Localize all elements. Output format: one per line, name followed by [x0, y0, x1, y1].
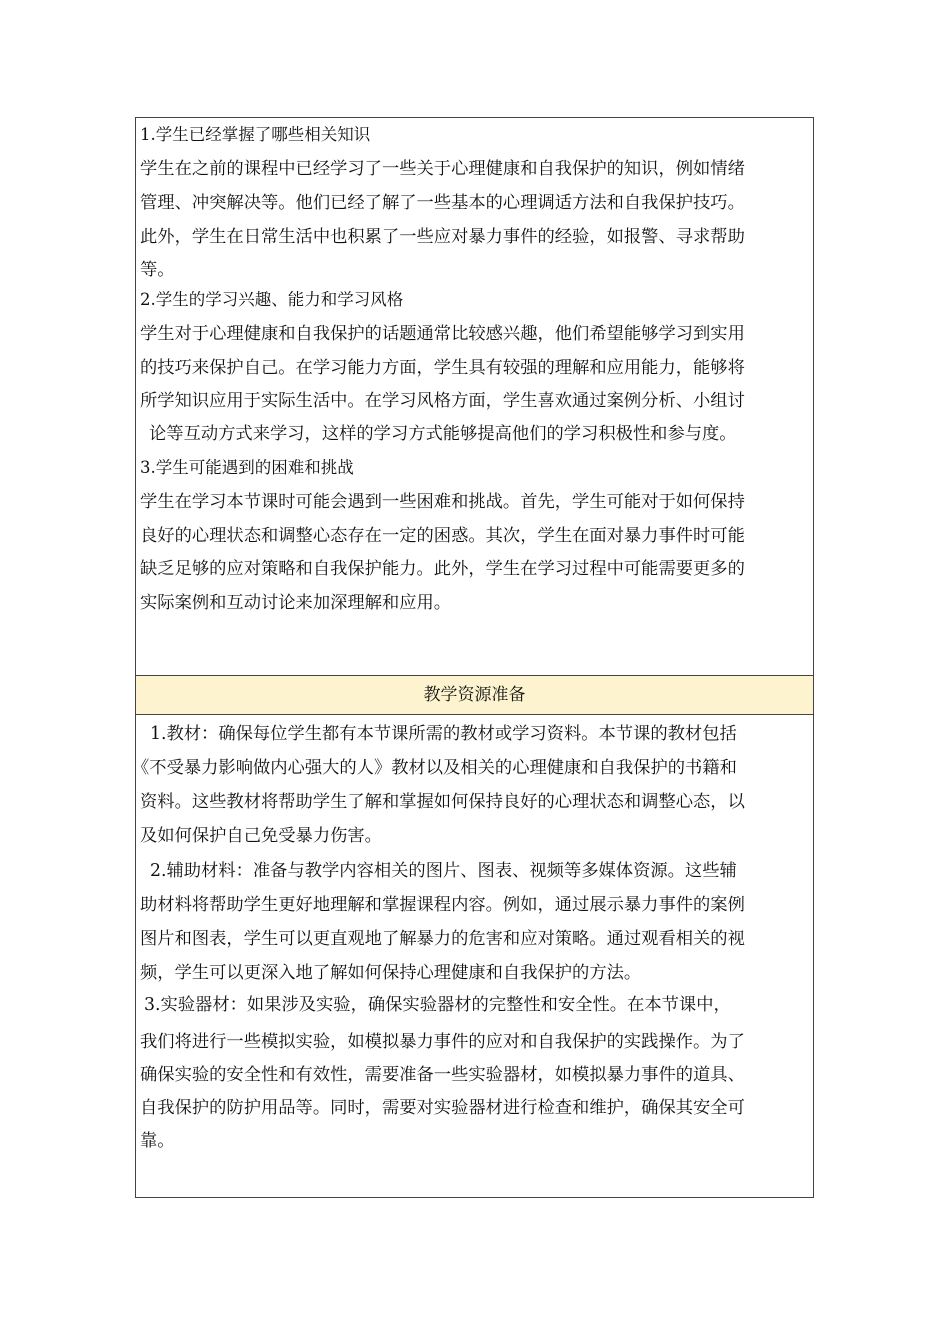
- heading-prior-knowledge: 1.学生已经掌握了哪些相关知识: [140, 125, 371, 144]
- paragraph-line: 管理、冲突解决等。他们已经了解了一些基本的心理调适方法和自我保护技巧。: [140, 193, 745, 213]
- heading-difficulties: 3.学生可能遇到的困难和挑战: [140, 458, 354, 477]
- heading-learning-style: 2.学生的学习兴趣、能力和学习风格: [140, 290, 404, 309]
- paragraph-line: 频，学生可以更深入地了解如何保持心理健康和自我保护的方法。: [140, 963, 642, 983]
- paragraph-line: 3.实验器材：如果涉及实验，确保实验器材的完整性和安全性。在本节课中，: [144, 995, 731, 1015]
- paragraph-line: 资料。这些教材将帮助学生了解和掌握如何保持良好的心理状态和调整心态，以: [140, 792, 745, 812]
- paragraph-line: 确保实验的安全性和有效性，需要准备一些实验器材，如模拟暴力事件的道具、: [140, 1065, 745, 1085]
- paragraph-line: 助材料将帮助学生更好地理解和掌握课程内容。例如，通过展示暴力事件的案例: [140, 895, 745, 915]
- resources-cell: [132, 715, 813, 1199]
- paragraph-line: 此外，学生在日常生活中也积累了一些应对暴力事件的经验，如报警、寻求帮助: [140, 227, 745, 247]
- paragraph-line: 论等互动方式来学习，这样的学习方式能够提高他们的学习积极性和参与度。: [149, 424, 737, 444]
- paragraph-line: 靠。: [140, 1131, 175, 1151]
- paragraph-line: 及如何保护自己免受暴力伤害。: [140, 826, 382, 846]
- paragraph-line: 的技巧来保护自己。在学习能力方面，学生具有较强的理解和应用能力，能够将: [140, 358, 745, 378]
- paragraph-line: 我们将进行一些模拟实验，如模拟暴力事件的应对和自我保护的实践操作。为了: [140, 1032, 745, 1052]
- paragraph-line: 2.辅助材料：准备与教学内容相关的图片、图表、视频等多媒体资源。这些辅: [150, 861, 737, 881]
- paragraph-line: 良好的心理状态和调整心态存在一定的困惑。其次，学生在面对暴力事件时可能: [140, 526, 745, 546]
- student-analysis-cell: [136, 118, 813, 676]
- paragraph-line: 1.教材：确保每位学生都有本节课所需的教材或学习资料。本节课的教材包括: [150, 724, 737, 744]
- paragraph-line: 自我保护的防护用品等。同时，需要对实验器材进行检查和维护，确保其安全可: [140, 1098, 745, 1118]
- paragraph-line: 学生在学习本节课时可能会遇到一些困难和挑战。首先，学生可能对于如何保持: [140, 492, 745, 512]
- paragraph-line: 《不受暴力影响做内心强大的人》教材以及相关的心理健康和自我保护的书籍和: [132, 758, 737, 778]
- section-title-resources: 教学资源准备: [136, 676, 813, 715]
- paragraph-line: 学生对于心理健康和自我保护的话题通常比较感兴趣，他们希望能够学习到实用: [140, 324, 745, 344]
- paragraph-line: 所学知识应用于实际生活中。在学习风格方面，学生喜欢通过案例分析、小组讨: [140, 391, 745, 411]
- paragraph-line: 等。: [140, 260, 175, 280]
- paragraph-line: 实际案例和互动讨论来加深理解和应用。: [140, 593, 452, 613]
- paragraph-line: 缺乏足够的应对策略和自我保护能力。此外，学生在学习过程中可能需要更多的: [140, 559, 745, 579]
- lesson-plan-table: [132, 117, 814, 1198]
- paragraph-line: 图片和图表，学生可以更直观地了解暴力的危害和应对策略。通过观看相关的视: [140, 929, 745, 949]
- paragraph-line: 学生在之前的课程中已经学习了一些关于心理健康和自我保护的知识，例如情绪: [140, 159, 745, 179]
